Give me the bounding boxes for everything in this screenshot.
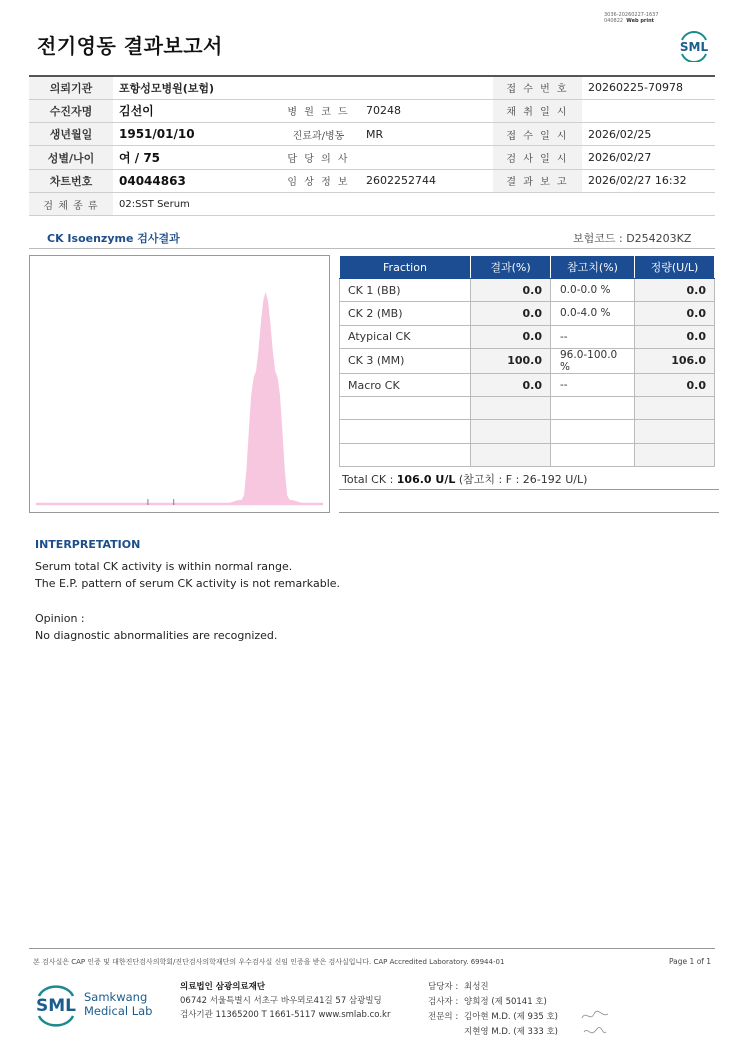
print-code xyxy=(604,12,659,24)
label-hospital-code: 병 원 코 드 xyxy=(277,99,360,122)
result-cell xyxy=(471,420,551,443)
staff-list xyxy=(428,980,558,1040)
result-cell: 100.0 xyxy=(471,348,551,373)
label-collection-time: 채 취 일 시 xyxy=(493,99,582,122)
staff-name: 지현영 M.D. (제 333 호) xyxy=(464,1027,559,1037)
value-received-time: 2026/02/25 xyxy=(582,123,715,146)
page-title: 전기영동 결과보고서 xyxy=(37,34,223,58)
reference-cell xyxy=(551,420,635,443)
reference-cell: 96.0-100.0 % xyxy=(551,348,635,373)
label-received-time: 접 수 일 시 xyxy=(493,123,582,146)
label-birth-date: 생년월일 xyxy=(29,123,113,146)
results-row xyxy=(340,397,715,420)
reference-cell: -- xyxy=(551,373,635,396)
quantity-cell xyxy=(635,443,715,466)
staff-row xyxy=(428,980,558,995)
staff-name: 김아현 M.D. (제 935 호) xyxy=(464,1012,559,1022)
staff-row xyxy=(428,1025,558,1040)
print-code-line2: 040822 xyxy=(604,18,624,24)
info-row xyxy=(29,192,715,215)
total-ck-reference: (참고치 : F : 26-192 U/L) xyxy=(455,473,588,486)
fraction-cell: CK 1 (BB) xyxy=(340,279,471,302)
reference-cell: 0.0-4.0 % xyxy=(551,302,635,325)
web-print-label: Web print xyxy=(626,18,655,24)
value-test-time: 2026/02/27 xyxy=(582,146,715,169)
footer-logo-name2: Medical Lab xyxy=(84,1004,153,1018)
quantity-cell xyxy=(635,420,715,443)
interpretation-line: The E.P. pattern of serum CK activity is not remarkable. xyxy=(35,577,341,590)
staff-role: 전문의 : xyxy=(428,1012,459,1022)
header-reference: 참고치(%) xyxy=(551,256,635,279)
result-cell xyxy=(471,397,551,420)
interpretation-title: INTERPRETATION xyxy=(35,538,141,551)
company-name: 의료법인 삼광의료재단 xyxy=(180,982,266,992)
results-header-row xyxy=(340,256,715,279)
value-collection-time xyxy=(582,99,715,122)
label-report-time: 결 과 보 고 xyxy=(493,169,582,192)
interpretation-line: Serum total CK activity is within normal range. xyxy=(35,560,293,573)
info-row xyxy=(29,99,715,122)
label-accession-no: 접 수 번 호 xyxy=(493,76,582,99)
staff-row xyxy=(428,1010,558,1025)
quantity-cell: 0.0 xyxy=(635,302,715,325)
total-divider-bottom xyxy=(339,512,719,513)
staff-name: 양희정 (제 50141 호) xyxy=(464,997,547,1007)
info-row xyxy=(29,146,715,169)
reference-cell xyxy=(551,397,635,420)
results-table xyxy=(339,255,715,467)
section-title: CK Isoenzyme 검사결과 xyxy=(47,232,180,245)
value-chart-no: 04044863 xyxy=(113,169,277,192)
label-test-time: 검 사 일 시 xyxy=(493,146,582,169)
fraction-cell xyxy=(340,443,471,466)
total-ck-prefix: Total CK : xyxy=(342,473,397,486)
patient-info-table xyxy=(29,75,715,216)
footer-logo-text: SML xyxy=(36,996,76,1016)
quantity-cell: 0.0 xyxy=(635,279,715,302)
result-cell: 0.0 xyxy=(471,279,551,302)
company-address: 06742 서울특별시 서초구 바우뫼로41길 57 삼광빌딩 xyxy=(180,996,382,1006)
header-quantity: 정량(U/L) xyxy=(635,256,715,279)
staff-role: 검사자 : xyxy=(428,997,459,1007)
company-contact: 검사기관 11365200 T 1661-5117 www.smlab.co.kr xyxy=(180,1010,391,1020)
footer-divider xyxy=(29,948,715,949)
results-row xyxy=(340,325,715,348)
results-row xyxy=(340,279,715,302)
staff-name: 최성진 xyxy=(464,982,489,992)
label-sex-age: 성별/나이 xyxy=(29,146,113,169)
total-divider-top xyxy=(339,489,719,490)
fraction-cell: CK 2 (MB) xyxy=(340,302,471,325)
electropherogram-chart xyxy=(29,255,330,513)
results-row xyxy=(340,373,715,396)
value-clinical-info: 2602252744 xyxy=(360,169,493,192)
result-cell: 0.0 xyxy=(471,302,551,325)
label-doctor: 담 당 의 사 xyxy=(277,146,360,169)
signature-icon xyxy=(580,1008,610,1042)
samkwang-logo-icon xyxy=(36,980,156,1028)
result-cell xyxy=(471,443,551,466)
staff-row xyxy=(428,995,558,1010)
value-requesting-org: 포항성모병원(보험) xyxy=(113,76,493,99)
value-report-time: 2026/02/27 16:32 xyxy=(582,169,715,192)
quantity-cell: 106.0 xyxy=(635,348,715,373)
label-department: 진료과/병동 xyxy=(277,123,360,146)
quantity-cell: 0.0 xyxy=(635,325,715,348)
section-divider xyxy=(29,248,715,249)
label-specimen-type: 검 체 종 류 xyxy=(29,192,113,215)
total-ck xyxy=(342,471,587,487)
info-row xyxy=(29,169,715,192)
page-number: Page 1 of 1 xyxy=(669,957,712,966)
value-department: MR xyxy=(360,123,493,146)
label-chart-no: 차트번호 xyxy=(29,169,113,192)
opinion-text: No diagnostic abnormalities are recognized. xyxy=(35,629,278,642)
interpretation-text xyxy=(35,558,340,592)
fraction-cell xyxy=(340,420,471,443)
results-row xyxy=(340,302,715,325)
info-row xyxy=(29,123,715,146)
label-patient-name: 수진자명 xyxy=(29,99,113,122)
total-ck-value: 106.0 U/L xyxy=(396,473,456,486)
sml-logo-text: SML xyxy=(679,40,709,54)
results-row xyxy=(340,348,715,373)
accreditation-note: 본 검사실은 CAP 인증 및 대한진단검사의학회/진단검사의학재단의 우수검사실 신임 인증을 받은 검사실입니다. CAP Accredited Laboratory. 69944-01 xyxy=(33,958,505,966)
header-fraction: Fraction xyxy=(340,256,471,279)
value-patient-name: 김선이 xyxy=(113,99,277,122)
value-hospital-code: 70248 xyxy=(360,99,493,122)
value-birth-date: 1951/01/10 xyxy=(113,123,277,146)
reference-cell: -- xyxy=(551,325,635,348)
fraction-cell: CK 3 (MM) xyxy=(340,348,471,373)
opinion xyxy=(35,610,277,644)
insurance-code: 보험코드 : D254203KZ xyxy=(573,232,692,245)
info-row xyxy=(29,76,715,99)
quantity-cell: 0.0 xyxy=(635,373,715,396)
value-accession-no: 20260225-70978 xyxy=(582,76,715,99)
results-row xyxy=(340,420,715,443)
staff-role: 담당자 : xyxy=(428,982,459,992)
header-result: 결과(%) xyxy=(471,256,551,279)
reference-cell: 0.0-0.0 % xyxy=(551,279,635,302)
results-row xyxy=(340,443,715,466)
value-doctor xyxy=(360,146,493,169)
fraction-cell: Atypical CK xyxy=(340,325,471,348)
sml-logo-icon xyxy=(676,26,712,62)
label-requesting-org: 의뢰기관 xyxy=(29,76,113,99)
footer-logo-name1: Samkwang xyxy=(84,990,148,1004)
fraction-cell: Macro CK xyxy=(340,373,471,396)
quantity-cell xyxy=(635,397,715,420)
electropherogram-svg xyxy=(30,256,329,512)
company-info xyxy=(180,980,390,1022)
chart-peak-area xyxy=(36,292,323,504)
fraction-cell xyxy=(340,397,471,420)
reference-cell xyxy=(551,443,635,466)
value-specimen-type: 02:SST Serum xyxy=(113,192,715,215)
opinion-label: Opinion : xyxy=(35,612,85,625)
value-sex-age: 여 / 75 xyxy=(113,146,277,169)
label-clinical-info: 임 상 정 보 xyxy=(277,169,360,192)
print-code-line1: 3036-20260227-1637 xyxy=(604,12,659,18)
result-cell: 0.0 xyxy=(471,373,551,396)
result-cell: 0.0 xyxy=(471,325,551,348)
